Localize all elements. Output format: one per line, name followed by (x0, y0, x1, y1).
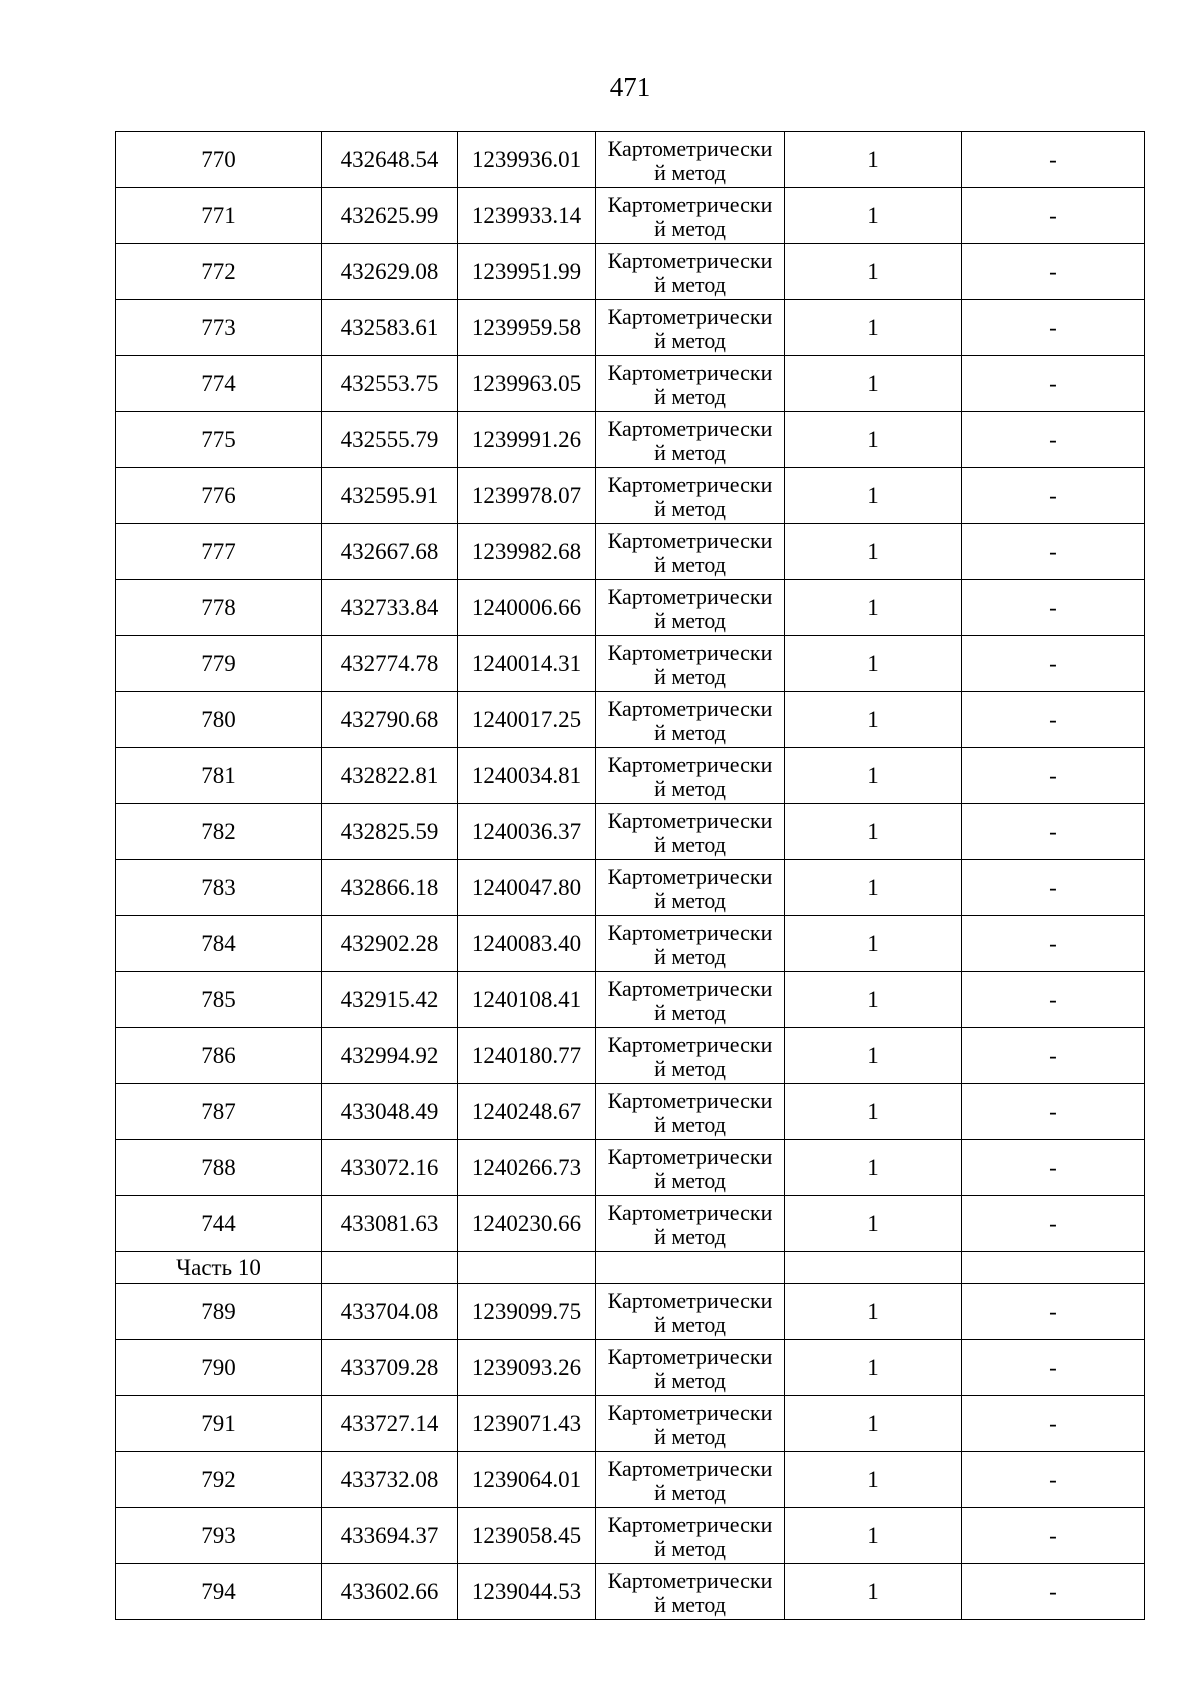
accuracy-cell: 1 (785, 132, 962, 188)
y-coordinate-cell: 1239951.99 (458, 244, 596, 300)
table-row (116, 692, 1145, 748)
method-cell (596, 1564, 785, 1620)
note-cell: - (962, 1140, 1145, 1196)
note-cell: - (962, 580, 1145, 636)
accuracy-cell: 1 (785, 1140, 962, 1196)
method-line-1: Картометрически (607, 639, 773, 665)
method-line-1: Картометрически (607, 247, 773, 273)
note-cell: - (962, 1564, 1145, 1620)
note-cell: - (962, 692, 1145, 748)
table-row (116, 132, 1145, 188)
y-coordinate-cell: 1239978.07 (458, 468, 596, 524)
table-row (116, 860, 1145, 916)
accuracy-cell: 1 (785, 972, 962, 1028)
method-line-2: й метод (654, 271, 726, 297)
method-line-2: й метод (654, 775, 726, 801)
method-line-1: Картометрически (607, 807, 773, 833)
method-line-1: Картометрически (607, 1567, 773, 1593)
method-line-1: Картометрически (607, 919, 773, 945)
table-row (116, 524, 1145, 580)
method-line-2: й метод (654, 663, 726, 689)
point-number-cell: 775 (116, 412, 322, 468)
accuracy-cell: 1 (785, 1564, 962, 1620)
method-line-1: Картометрически (607, 527, 773, 553)
table-row (116, 916, 1145, 972)
point-number-cell: 770 (116, 132, 322, 188)
x-coordinate-cell: 432866.18 (322, 860, 458, 916)
empty-cell (458, 1252, 596, 1284)
method-line-1: Картометрически (607, 1399, 773, 1425)
x-coordinate-cell: 432825.59 (322, 804, 458, 860)
note-cell: - (962, 748, 1145, 804)
x-coordinate-cell: 432625.99 (322, 188, 458, 244)
table-row (116, 972, 1145, 1028)
note-cell: - (962, 188, 1145, 244)
accuracy-cell: 1 (785, 1196, 962, 1252)
method-line-2: й метод (654, 1223, 726, 1249)
y-coordinate-cell: 1239071.43 (458, 1396, 596, 1452)
point-number-cell: 772 (116, 244, 322, 300)
note-cell: - (962, 1340, 1145, 1396)
y-coordinate-cell: 1239963.05 (458, 356, 596, 412)
accuracy-cell: 1 (785, 188, 962, 244)
accuracy-cell: 1 (785, 580, 962, 636)
x-coordinate-cell: 433602.66 (322, 1564, 458, 1620)
point-number-cell: 773 (116, 300, 322, 356)
method-line-2: й метод (654, 1167, 726, 1193)
point-number-cell: 790 (116, 1340, 322, 1396)
accuracy-cell: 1 (785, 412, 962, 468)
y-coordinate-cell: 1240180.77 (458, 1028, 596, 1084)
x-coordinate-cell: 432994.92 (322, 1028, 458, 1084)
y-coordinate-cell: 1240230.66 (458, 1196, 596, 1252)
table-row (116, 244, 1145, 300)
accuracy-cell: 1 (785, 636, 962, 692)
note-cell: - (962, 132, 1145, 188)
note-cell: - (962, 244, 1145, 300)
y-coordinate-cell: 1240014.31 (458, 636, 596, 692)
accuracy-cell: 1 (785, 1340, 962, 1396)
method-line-2: й метод (654, 943, 726, 969)
y-coordinate-cell: 1239093.26 (458, 1340, 596, 1396)
method-line-1: Картометрически (607, 415, 773, 441)
y-coordinate-cell: 1240047.80 (458, 860, 596, 916)
method-line-1: Картометрически (607, 1031, 773, 1057)
accuracy-cell: 1 (785, 1028, 962, 1084)
point-number-cell: 791 (116, 1396, 322, 1452)
coordinates-table (115, 131, 1145, 1620)
method-line-2: й метод (654, 1367, 726, 1393)
table-row (116, 188, 1145, 244)
table-row (116, 1564, 1145, 1620)
method-cell (596, 300, 785, 356)
page-number: 471 (609, 72, 651, 102)
method-line-1: Картометрически (607, 751, 773, 777)
method-line-1: Картометрически (607, 359, 773, 385)
point-number-cell: 782 (116, 804, 322, 860)
y-coordinate-cell: 1240266.73 (458, 1140, 596, 1196)
x-coordinate-cell: 433727.14 (322, 1396, 458, 1452)
method-line-1: Картометрически (607, 1511, 773, 1537)
note-cell: - (962, 468, 1145, 524)
method-line-2: й метод (654, 1479, 726, 1505)
table-row (116, 636, 1145, 692)
method-line-2: й метод (654, 1591, 726, 1617)
y-coordinate-cell: 1240108.41 (458, 972, 596, 1028)
x-coordinate-cell: 432822.81 (322, 748, 458, 804)
note-cell: - (962, 1508, 1145, 1564)
point-number-cell: 780 (116, 692, 322, 748)
accuracy-cell: 1 (785, 1452, 962, 1508)
note-cell: - (962, 412, 1145, 468)
method-cell (596, 1340, 785, 1396)
method-line-1: Картометрически (607, 1287, 773, 1313)
empty-cell (322, 1252, 458, 1284)
method-line-1: Картометрически (607, 191, 773, 217)
method-line-2: й метод (654, 327, 726, 353)
point-number-cell: 777 (116, 524, 322, 580)
note-cell: - (962, 1028, 1145, 1084)
accuracy-cell: 1 (785, 692, 962, 748)
note-cell: - (962, 1284, 1145, 1340)
method-line-1: Картометрически (607, 1455, 773, 1481)
point-number-cell: 786 (116, 1028, 322, 1084)
method-line-1: Картометрически (607, 1143, 773, 1169)
table-row (116, 300, 1145, 356)
note-cell: - (962, 916, 1145, 972)
empty-cell (785, 1252, 962, 1284)
note-cell: - (962, 804, 1145, 860)
method-cell (596, 972, 785, 1028)
y-coordinate-cell: 1240248.67 (458, 1084, 596, 1140)
method-cell (596, 860, 785, 916)
x-coordinate-cell: 432733.84 (322, 580, 458, 636)
accuracy-cell: 1 (785, 1084, 962, 1140)
y-coordinate-cell: 1240006.66 (458, 580, 596, 636)
x-coordinate-cell: 433694.37 (322, 1508, 458, 1564)
point-number-cell: 787 (116, 1084, 322, 1140)
x-coordinate-cell: 432553.75 (322, 356, 458, 412)
point-number-cell: 792 (116, 1452, 322, 1508)
point-number-cell: 788 (116, 1140, 322, 1196)
accuracy-cell: 1 (785, 356, 962, 412)
point-number-cell: 774 (116, 356, 322, 412)
method-line-1: Картометрически (607, 1199, 773, 1225)
table-row (116, 1284, 1145, 1340)
x-coordinate-cell: 432774.78 (322, 636, 458, 692)
x-coordinate-cell: 432555.79 (322, 412, 458, 468)
x-coordinate-cell: 433048.49 (322, 1084, 458, 1140)
y-coordinate-cell: 1240017.25 (458, 692, 596, 748)
x-coordinate-cell: 432648.54 (322, 132, 458, 188)
y-coordinate-cell: 1239933.14 (458, 188, 596, 244)
point-number-cell: 779 (116, 636, 322, 692)
table-row (116, 580, 1145, 636)
y-coordinate-cell: 1239044.53 (458, 1564, 596, 1620)
note-cell: - (962, 860, 1145, 916)
table-row (116, 1396, 1145, 1452)
x-coordinate-cell: 432595.91 (322, 468, 458, 524)
table-row (116, 468, 1145, 524)
method-line-2: й метод (654, 1423, 726, 1449)
accuracy-cell: 1 (785, 916, 962, 972)
accuracy-cell: 1 (785, 300, 962, 356)
point-number-cell: 785 (116, 972, 322, 1028)
x-coordinate-cell: 432583.61 (322, 300, 458, 356)
method-cell (596, 468, 785, 524)
note-cell: - (962, 972, 1145, 1028)
note-cell: - (962, 1396, 1145, 1452)
note-cell: - (962, 524, 1145, 580)
method-line-2: й метод (654, 719, 726, 745)
method-line-2: й метод (654, 159, 726, 185)
y-coordinate-cell: 1239936.01 (458, 132, 596, 188)
accuracy-cell: 1 (785, 524, 962, 580)
accuracy-cell: 1 (785, 1396, 962, 1452)
method-cell (596, 1508, 785, 1564)
y-coordinate-cell: 1239959.58 (458, 300, 596, 356)
method-cell (596, 692, 785, 748)
note-cell: - (962, 1196, 1145, 1252)
y-coordinate-cell: 1240036.37 (458, 804, 596, 860)
y-coordinate-cell: 1240034.81 (458, 748, 596, 804)
x-coordinate-cell: 433732.08 (322, 1452, 458, 1508)
method-line-2: й метод (654, 887, 726, 913)
method-line-1: Картометрически (607, 1343, 773, 1369)
method-line-2: й метод (654, 383, 726, 409)
table-row (116, 412, 1145, 468)
method-cell (596, 412, 785, 468)
accuracy-cell: 1 (785, 244, 962, 300)
point-number-cell: 771 (116, 188, 322, 244)
method-cell (596, 1140, 785, 1196)
x-coordinate-cell: 432667.68 (322, 524, 458, 580)
point-number-cell: 778 (116, 580, 322, 636)
method-line-2: й метод (654, 439, 726, 465)
y-coordinate-cell: 1239064.01 (458, 1452, 596, 1508)
table-row (116, 1452, 1145, 1508)
empty-cell (962, 1252, 1145, 1284)
point-number-cell: 776 (116, 468, 322, 524)
method-line-2: й метод (654, 215, 726, 241)
x-coordinate-cell: 433704.08 (322, 1284, 458, 1340)
table-row (116, 1196, 1145, 1252)
table-row (116, 356, 1145, 412)
point-number-cell: 781 (116, 748, 322, 804)
method-line-1: Картометрически (607, 863, 773, 889)
x-coordinate-cell: 432902.28 (322, 916, 458, 972)
note-cell: - (962, 636, 1145, 692)
method-cell (596, 1028, 785, 1084)
x-coordinate-cell: 432915.42 (322, 972, 458, 1028)
method-line-2: й метод (654, 831, 726, 857)
method-line-1: Картометрически (607, 583, 773, 609)
method-line-1: Картометрически (607, 1087, 773, 1113)
method-line-1: Картометрически (607, 471, 773, 497)
y-coordinate-cell: 1240083.40 (458, 916, 596, 972)
accuracy-cell: 1 (785, 468, 962, 524)
x-coordinate-cell: 433072.16 (322, 1140, 458, 1196)
x-coordinate-cell: 432790.68 (322, 692, 458, 748)
method-line-2: й метод (654, 1311, 726, 1337)
table-row (116, 1140, 1145, 1196)
y-coordinate-cell: 1239991.26 (458, 412, 596, 468)
method-line-1: Картометрически (607, 975, 773, 1001)
method-line-2: й метод (654, 999, 726, 1025)
accuracy-cell: 1 (785, 860, 962, 916)
point-number-cell: 783 (116, 860, 322, 916)
accuracy-cell: 1 (785, 1508, 962, 1564)
method-line-2: й метод (654, 1535, 726, 1561)
method-line-2: й метод (654, 495, 726, 521)
note-cell: - (962, 1452, 1145, 1508)
table-row (116, 748, 1145, 804)
method-cell (596, 356, 785, 412)
note-cell: - (962, 300, 1145, 356)
method-cell (596, 916, 785, 972)
y-coordinate-cell: 1239058.45 (458, 1508, 596, 1564)
method-cell (596, 636, 785, 692)
method-line-1: Картометрически (607, 303, 773, 329)
method-cell (596, 188, 785, 244)
method-cell (596, 580, 785, 636)
method-cell (596, 524, 785, 580)
note-cell: - (962, 356, 1145, 412)
method-cell (596, 804, 785, 860)
method-cell (596, 244, 785, 300)
point-number-cell: 744 (116, 1196, 322, 1252)
table-row (116, 804, 1145, 860)
point-number-cell: 793 (116, 1508, 322, 1564)
method-cell (596, 1396, 785, 1452)
method-line-1: Картометрически (607, 135, 773, 161)
note-cell: - (962, 1084, 1145, 1140)
accuracy-cell: 1 (785, 748, 962, 804)
table-body (116, 132, 1145, 1620)
accuracy-cell: 1 (785, 1284, 962, 1340)
table-row (116, 1508, 1145, 1564)
part-label: Часть 10 (116, 1252, 322, 1284)
point-number-cell: 789 (116, 1284, 322, 1340)
method-cell (596, 1452, 785, 1508)
point-number-cell: 794 (116, 1564, 322, 1620)
method-cell (596, 748, 785, 804)
method-cell (596, 1196, 785, 1252)
y-coordinate-cell: 1239099.75 (458, 1284, 596, 1340)
empty-cell (596, 1252, 785, 1284)
y-coordinate-cell: 1239982.68 (458, 524, 596, 580)
method-cell (596, 132, 785, 188)
part-header-row (116, 1252, 1145, 1284)
table-row (116, 1028, 1145, 1084)
method-cell (596, 1084, 785, 1140)
method-cell (596, 1284, 785, 1340)
method-line-1: Картометрически (607, 695, 773, 721)
x-coordinate-cell: 432629.08 (322, 244, 458, 300)
x-coordinate-cell: 433709.28 (322, 1340, 458, 1396)
method-line-2: й метод (654, 551, 726, 577)
point-number-cell: 784 (116, 916, 322, 972)
method-line-2: й метод (654, 607, 726, 633)
table-row (116, 1084, 1145, 1140)
table-row (116, 1340, 1145, 1396)
x-coordinate-cell: 433081.63 (322, 1196, 458, 1252)
accuracy-cell: 1 (785, 804, 962, 860)
method-line-2: й метод (654, 1111, 726, 1137)
method-line-2: й метод (654, 1055, 726, 1081)
